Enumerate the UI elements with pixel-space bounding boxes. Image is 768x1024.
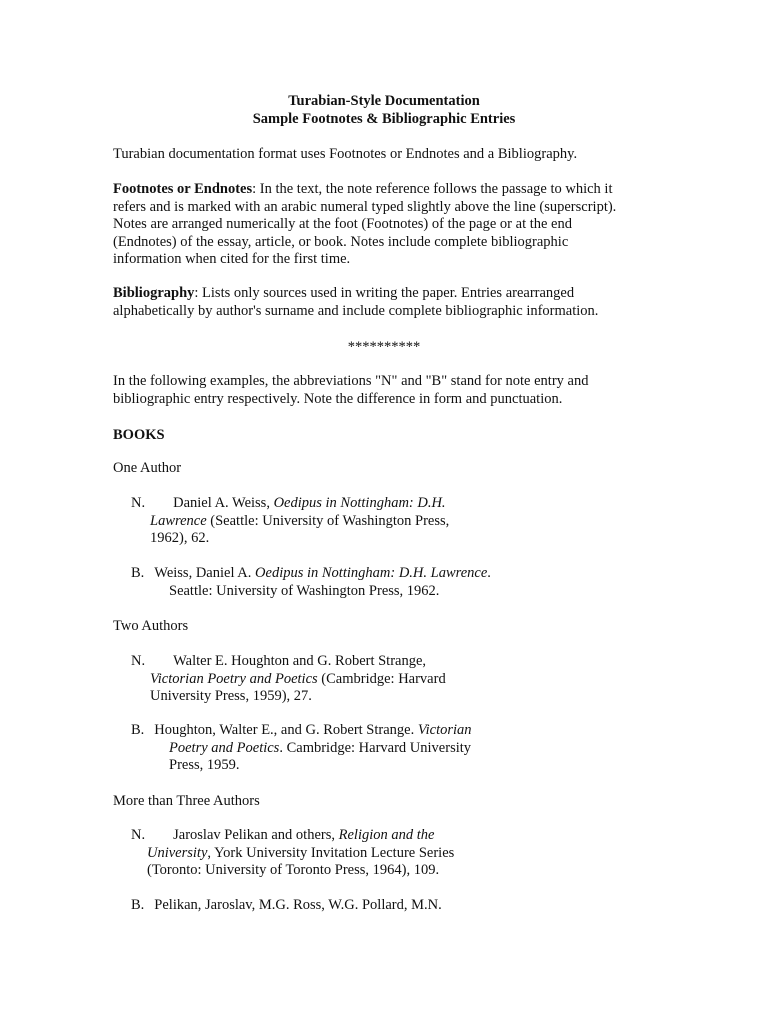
document-title: Turabian-Style Documentation	[288, 93, 480, 109]
bib-entry-two-authors: B. Houghton, Walter E., and G. Robert Strange. Victorian Poetry and Poetics. Cambridge: Harvard University Press, 1959.	[131, 722, 472, 773]
subheading-one-author: One Author	[113, 460, 182, 476]
note-marker: N.	[131, 495, 146, 511]
footnotes-line-4: (Endnotes) of the essay, article, or book. Notes include complete bibliographic	[113, 233, 569, 250]
intro-paragraph: Turabian documentation format uses Footnotes or Endnotes and a Bibliography.	[113, 146, 578, 162]
note-marker: N.	[131, 653, 146, 669]
section-heading-books: BOOKS	[113, 427, 165, 443]
bib-marker: B.	[131, 565, 145, 581]
bibliography-line-2: alphabetically by author's surname and include complete bibliographic information.	[113, 302, 599, 319]
subheading-two-authors: Two Authors	[113, 618, 189, 634]
bib-entry-more-authors: B. Pelikan, Jaroslav, M.G. Ross, W.G. Pollard, M.N.	[131, 897, 442, 913]
footnotes-line-3: Notes are arranged numerically at the foot (Footnotes) of the page or at the end	[113, 216, 572, 232]
subheading-more-than-three-authors: More than Three Authors	[113, 793, 260, 809]
bibliography-term: Bibliography	[113, 285, 195, 301]
examples-intro-line-1: In the following examples, the abbreviations "N" and "B" stand for note entry and	[113, 373, 589, 389]
footnotes-line-5: information when cited for the first time.	[113, 251, 351, 267]
bib-marker: B.	[131, 897, 145, 913]
document-subtitle: Sample Footnotes & Bibliographic Entries	[252, 111, 516, 127]
separator: **********	[347, 339, 421, 355]
footnotes-term: Footnotes or Endnotes	[113, 181, 253, 197]
note-entry-two-authors: N. Walter E. Houghton and G. Robert Strange, Victorian Poetry and Poetics (Cambridge: Harvard University Press, 1959), 27.	[131, 653, 446, 704]
examples-intro-line-2: bibliographic entry respectively. Note the difference in form and punctuation.	[113, 390, 563, 407]
examples-intro-paragraph	[113, 373, 653, 408]
bib-entry-one-author: B. Weiss, Daniel A. Oedipus in Nottingham: D.H. Lawrence. Seattle: University of Washington Press, 1962.	[131, 565, 491, 599]
note-marker: N.	[131, 827, 146, 843]
bibliography-paragraph	[113, 285, 653, 320]
bib-marker: B.	[131, 722, 145, 738]
note-entry-one-author: N. Daniel A. Weiss, Oedipus in Nottingham: D.H. Lawrence (Seattle: University of Washington Press, 1962), 62.	[131, 495, 450, 546]
footnotes-paragraph	[113, 181, 653, 269]
note-entry-more-authors: N. Jaroslav Pelikan and others, Religion and the University, York University Invitation Lecture Series (Toronto: University of Toronto Press, 1964), 109.	[131, 827, 455, 878]
footnotes-line-2: refers and is marked with an arabic numeral typed slightly above the line (superscript).	[113, 198, 617, 215]
footnotes-line-1: Footnotes or Endnotes: In the text, the note reference follows the passage to which it	[113, 181, 613, 197]
bibliography-line-1: Bibliography: Lists only sources used in writing the paper. Entries arearranged	[113, 285, 575, 301]
